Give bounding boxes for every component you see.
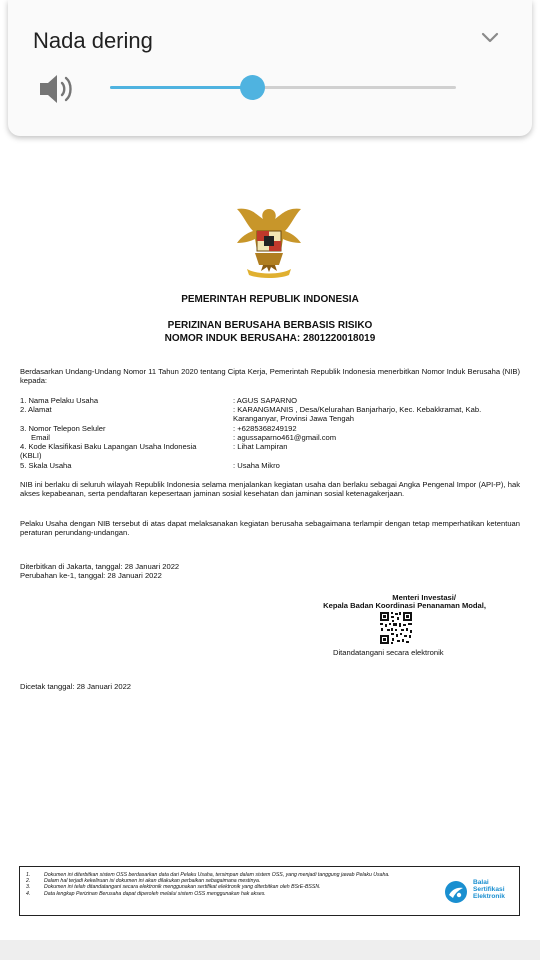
field-value: : AGUS SAPARNO xyxy=(233,396,298,405)
garuda-emblem-icon xyxy=(233,205,305,283)
field-label: Email xyxy=(31,433,50,442)
volume-slider[interactable] xyxy=(110,86,456,89)
field-label: 5. Skala Usaha xyxy=(20,461,72,470)
field-value: : +6285368249192 xyxy=(233,424,297,433)
issued-date: Diterbitkan di Jakarta, tanggal: 28 Januari 2022 xyxy=(20,562,180,571)
bsre-logo-icon xyxy=(444,880,468,904)
field-label: 4. Kode Klasifikasi Baku Lapangan Usaha Indonesia (KBLI) xyxy=(20,442,197,461)
qr-code-icon xyxy=(379,611,413,645)
chevron-down-icon[interactable] xyxy=(478,26,502,50)
nib-paragraph: NIB ini berlaku di seluruh wilayah Republik Indonesia selama menjalankan kegiatan usaha dan berlaku sebagai Angka Pengenal Impor (API-P), hak akses kepabeanan, serta pendaftaran kepesertaan jaminan sosial kesehatan dan jaminan sosial ketenagakerjaan. xyxy=(20,480,520,499)
signatory-agency: Kepala Badan Koordinasi Penanaman Modal, xyxy=(323,601,486,610)
note-item: 3. Dokumen ini telah ditandatangani secara elektronik menggunakan sertifikat elektronik yang diterbitkan oleh BSrE-BSSN. xyxy=(26,884,321,891)
printed-date: Dicetak tanggal: 28 Januari 2022 xyxy=(20,682,132,691)
bottom-bar xyxy=(0,940,540,960)
pelaku-paragraph: Pelaku Usaha dengan NIB tersebut di atas dapat melaksanakan kegiatan berusaha sebagaimana terlampir dengan tetap memperhatikan ketentuan peraturan perundang-undangan. xyxy=(20,519,520,538)
signed-electronically: Ditandatangani secara elektronik xyxy=(333,648,444,657)
note-item: 4. Data lengkap Perizinan Berusaha dapat diperoleh melalui sistem OSS menggunakan hak akses. xyxy=(26,890,266,897)
field-value: : Usaha Mikro xyxy=(233,461,280,470)
intro-paragraph: Berdasarkan Undang-Undang Nomor 11 Tahun 2020 tentang Cipta Kerja, Pemerintah Republik Indonesia menerbitkan Nomor Induk Berusaha (NIB) kepada: xyxy=(20,367,520,386)
field-label: 2. Alamat xyxy=(20,405,52,414)
field-value: : KARANGMANIS , Desa/Kelurahan Banjarharjo, Kec. Kebakkramat, Kab. Karanganyar, Provinsi Jawa Tengah xyxy=(233,405,482,424)
field-label: 1. Nama Pelaku Usaha xyxy=(20,396,99,405)
volume-panel xyxy=(8,0,532,136)
note-item: 2. Dalam hal terjadi kekeliruan isi dokumen ini akan dilakukan perbaikan sebagaimana mestinya. xyxy=(26,878,261,885)
government-title: PEMERINTAH REPUBLIK INDONESIA xyxy=(181,294,359,305)
note-item: 1. Dokumen ini diterbitkan sistem OSS berdasarkan data dari Pelaku Usaha, tersimpan dalam sistem OSS, yang menjadi tanggung jawab Pelaku Usaha. xyxy=(26,872,390,878)
signatory-title: Menteri Investasi/ xyxy=(392,593,456,602)
volume-slider-fill xyxy=(110,86,252,89)
speaker-icon[interactable] xyxy=(38,72,74,106)
permit-title: PERIZINAN BERUSAHA BERBASIS RISIKO xyxy=(167,320,373,331)
nib-number: NOMOR INDUK BERUSAHA: 2801220018019 xyxy=(164,333,376,344)
volume-stream-title: Nada dering xyxy=(33,28,153,53)
field-value: : agussaparno461@gmail.com xyxy=(233,433,337,442)
volume-slider-thumb[interactable] xyxy=(240,75,265,100)
bsre-label: Balai Sertifikasi Elektronik xyxy=(473,879,505,901)
footer-notes-box xyxy=(19,866,520,916)
notes-list xyxy=(26,872,441,897)
revision-date: Perubahan ke-1, tanggal: 28 Januari 2022 xyxy=(20,571,162,580)
field-value: : Lihat Lampiran xyxy=(233,442,288,451)
field-label: 3. Nomor Telepon Seluler xyxy=(20,424,106,433)
